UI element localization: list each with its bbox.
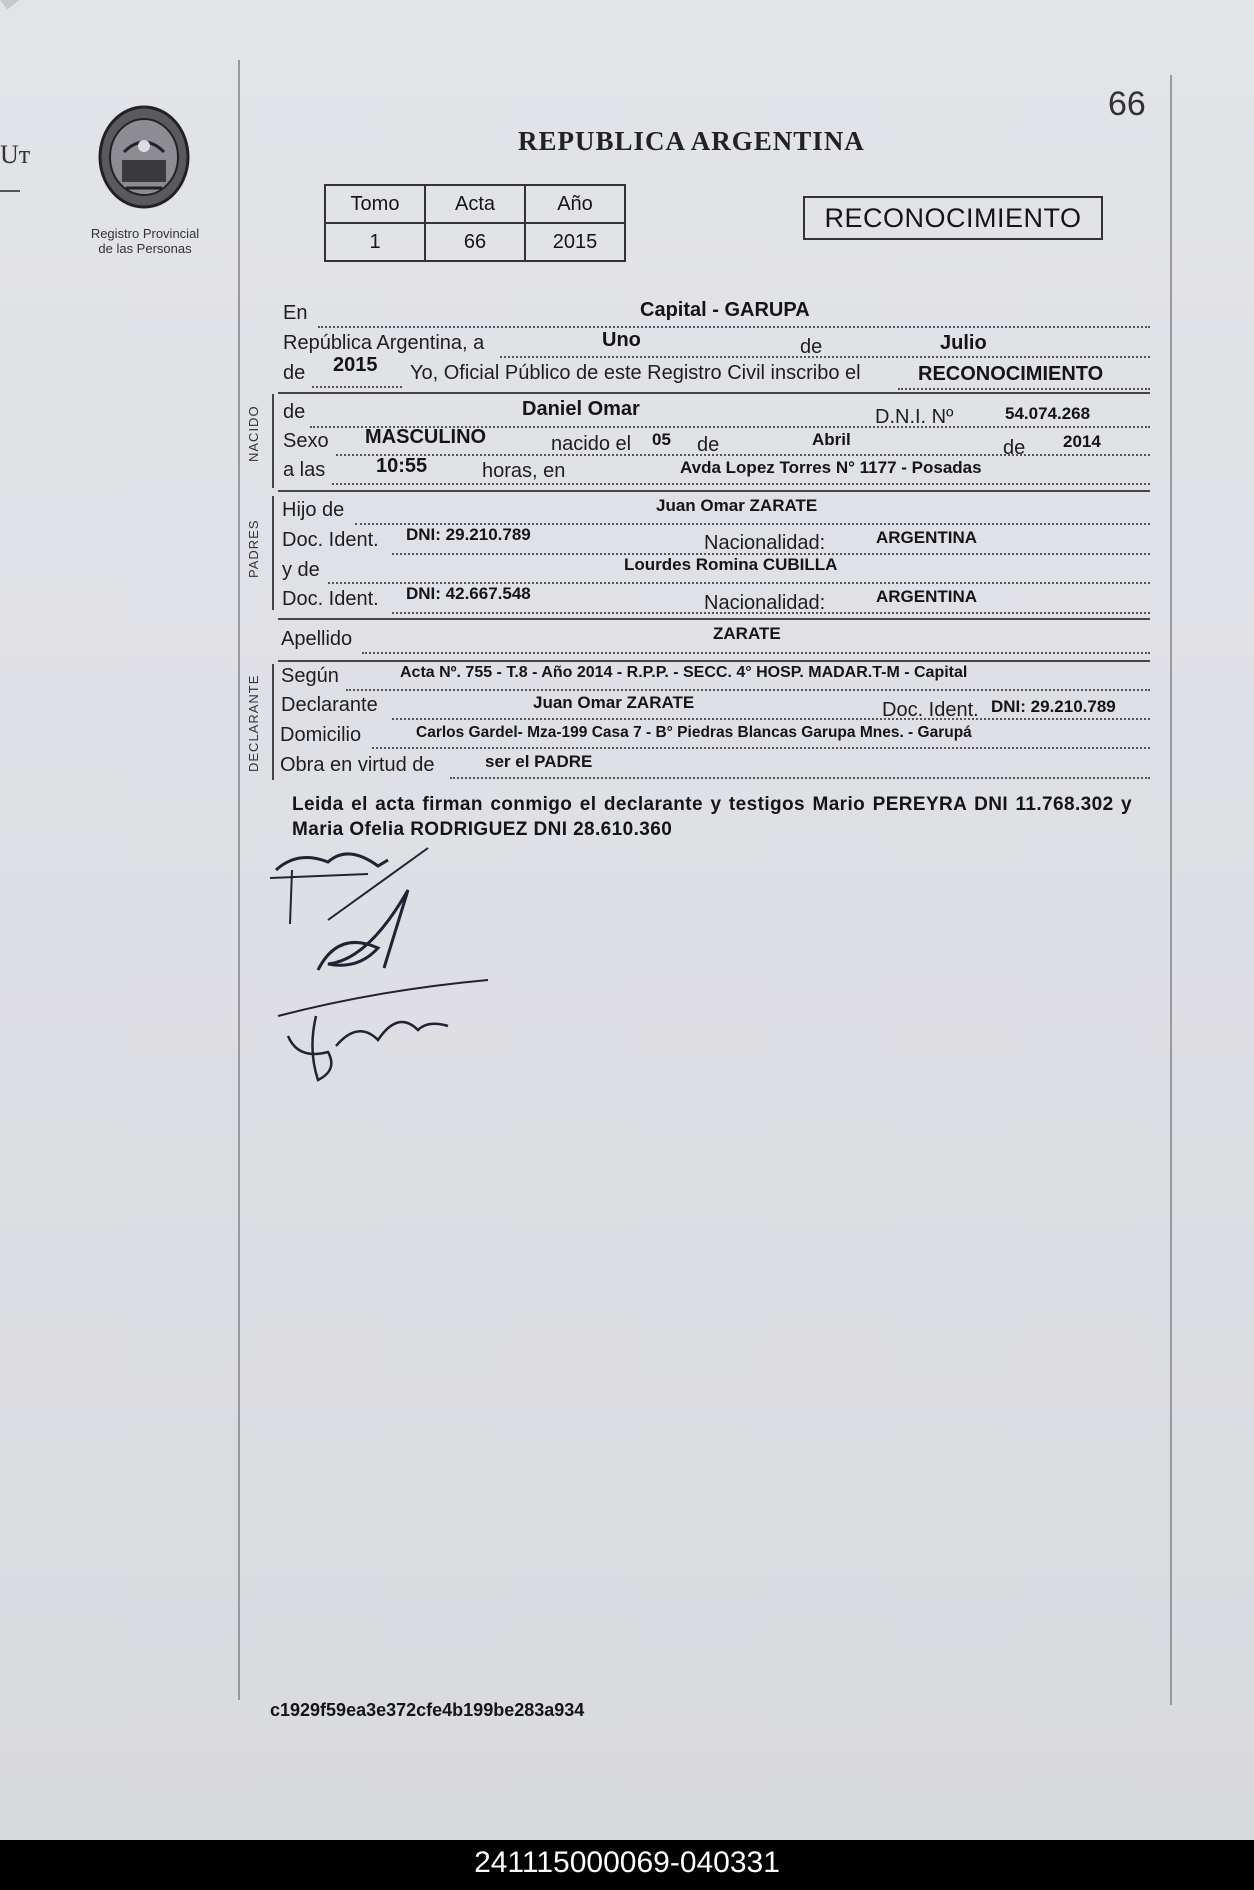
y-de-label: y de [282, 559, 320, 581]
page-number: 66 [1108, 85, 1146, 123]
birth-time: 10:55 [376, 455, 428, 477]
obra-label: Obra en virtud de [280, 754, 435, 776]
day-value: Uno [602, 329, 641, 351]
child-name: Daniel Omar [522, 398, 640, 420]
nacido-el-label: nacido el [551, 433, 632, 455]
section-rule [278, 490, 1150, 492]
record-table-value-row [325, 223, 625, 261]
section-rule [278, 660, 1150, 662]
value-acta: 66 [425, 223, 525, 261]
father-name: Juan Omar ZARATE [656, 496, 818, 515]
corner-mark [0, 190, 20, 192]
hijo-de-label: Hijo de [282, 499, 345, 521]
mother-doc-label: Doc. Ident. [282, 588, 379, 610]
republica-label: República Argentina, a [283, 332, 485, 354]
apellido-label: Apellido [281, 628, 353, 650]
nacido-section-label: NACIDO [246, 405, 261, 462]
record-type-box: RECONOCIMIENTO [803, 196, 1103, 240]
mother-name: Lourdes Romina CUBILLA [624, 555, 838, 574]
mother-nationality: ARGENTINA [876, 587, 978, 606]
de-label: de [800, 336, 823, 358]
header-ano: Año [525, 185, 625, 223]
apellido-value: ZARATE [713, 624, 781, 643]
seal-label-line2: de las Personas [98, 241, 192, 256]
year-value: 2015 [333, 354, 378, 376]
value-ano: 2015 [525, 223, 625, 261]
record-table-header-row [325, 185, 625, 223]
sexo-value: MASCULINO [365, 426, 487, 448]
section-rule [278, 392, 1150, 394]
mother-nat-label: Nacionalidad: [704, 592, 826, 614]
section-rule [278, 618, 1150, 620]
child-dni: 54.074.268 [1005, 404, 1091, 423]
act-kind: RECONOCIMIENTO [918, 363, 1104, 385]
horas-label: horas, en [482, 460, 566, 482]
declarante-doc-label: Doc. Ident. [882, 699, 979, 721]
dni-label: D.N.I. Nº [875, 406, 954, 428]
country-title: REPUBLICA ARGENTINA [518, 126, 865, 156]
declarante-label: Declarante [281, 694, 378, 716]
header-tomo: Tomo [325, 185, 425, 223]
a-las-label: a las [283, 459, 326, 481]
padres-bracket [272, 496, 274, 610]
birth-year: 2014 [1063, 432, 1101, 451]
value-tomo: 1 [325, 223, 425, 261]
dotted-line [500, 354, 1150, 358]
corner-text: Uᴛ [0, 140, 31, 169]
domicilio-value: Carlos Gardel- Mza-199 Casa 7 - B° Piedras Blancas Garupa Mnes. - Garupá [416, 724, 972, 741]
dotted-line [346, 687, 1150, 691]
padres-section-label: PADRES [246, 519, 261, 578]
birth-place: Avda Lopez Torres N° 1177 - Posadas [680, 458, 982, 477]
domicilio-label: Domicilio [280, 724, 362, 746]
left-margin-line [238, 60, 240, 1700]
father-nationality: ARGENTINA [876, 528, 978, 547]
nacido-de-label: de [283, 401, 306, 423]
dotted-line [450, 775, 1150, 779]
nacido-bracket [272, 394, 274, 488]
edge-shadow [0, 0, 149, 9]
declarante-value: Juan Omar ZARATE [533, 693, 695, 712]
document-hash: c1929f59ea3e372cfe4b199be283a934 [270, 1700, 585, 1720]
seal-label [70, 226, 220, 256]
month-value: Julio [940, 332, 987, 354]
dotted-line [372, 745, 1150, 749]
dotted-line [318, 324, 1150, 328]
signatures-icon [268, 840, 498, 1100]
footer-id: 241115000069-040331 [474, 1846, 780, 1879]
declarante-section-label: DECLARANTE [246, 674, 261, 772]
segun-value: Acta Nº. 755 - T.8 - Año 2014 - R.P.P. - SECC. 4° HOSP. MADAR.T-M - Capital [400, 664, 968, 681]
right-margin-line [1170, 75, 1172, 1705]
father-doc-label: Doc. Ident. [282, 529, 379, 551]
declarante-doc: DNI: 29.210.789 [991, 697, 1116, 716]
province-seal-icon [94, 102, 194, 212]
obra-value: ser el PADRE [485, 752, 593, 771]
birth-de-label-2: de [1003, 437, 1026, 459]
en-value: Capital - GARUPA [640, 299, 810, 321]
declarante-bracket [272, 664, 274, 780]
father-nat-label: Nacionalidad: [704, 532, 826, 554]
birth-month: Abril [812, 430, 851, 449]
segun-label: Según [281, 665, 339, 687]
dotted-line [332, 481, 1150, 485]
birth-day: 05 [652, 430, 671, 449]
officer-text: Yo, Oficial Público de este Registro Civil inscribo el [410, 362, 861, 384]
birth-de-label: de [697, 434, 720, 456]
mother-doc: DNI: 42.667.548 [406, 584, 531, 603]
record-table [324, 184, 626, 262]
father-doc: DNI: 29.210.789 [406, 525, 531, 544]
sexo-label: Sexo [283, 430, 329, 452]
en-label: En [283, 302, 308, 324]
dotted-line [336, 452, 1150, 456]
year-de-label: de [283, 362, 306, 384]
header-acta: Acta [425, 185, 525, 223]
dotted-line [898, 386, 1150, 390]
dotted-line [312, 384, 402, 388]
closing-text: Leida el acta firman conmigo el declarante y testigos Mario PEREYRA DNI 11.768.302 y Maria Ofelia RODRIGUEZ DNI 28.610.360 [292, 794, 1132, 840]
seal-label-line1: Registro Provincial [90, 226, 200, 241]
dotted-line [362, 650, 1150, 654]
